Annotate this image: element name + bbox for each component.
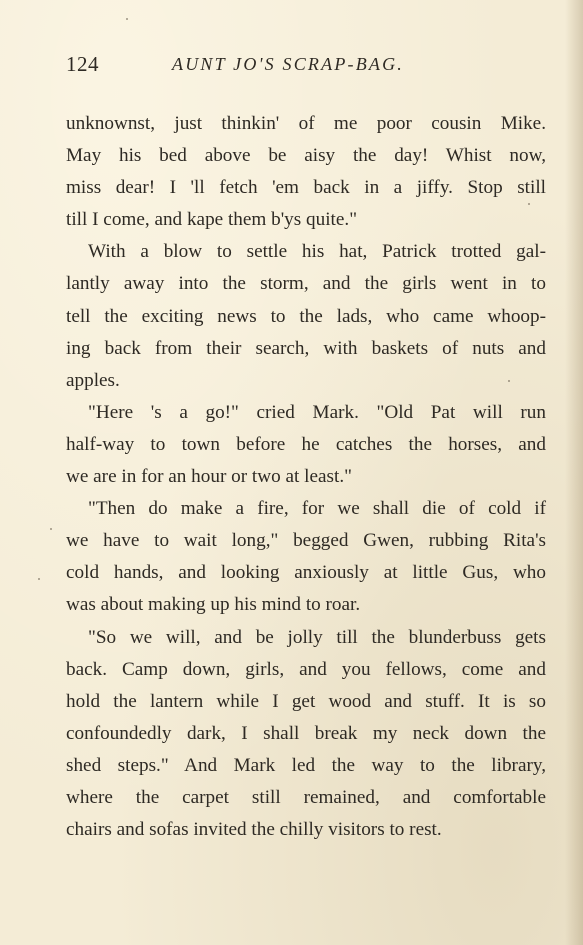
text-line: May his bed above be aisy the day! Whist now, (66, 145, 546, 167)
text-line: "Then do make a fire, for we shall die of cold if (88, 498, 546, 520)
text-line: hold the lantern while I get wood and stuff. It is so (66, 690, 546, 712)
text-line: confoundedly dark, I shall break my neck down the (66, 722, 546, 744)
running-title: AUNT JO'S SCRAP-BAG. (172, 54, 404, 74)
paragraph (66, 108, 546, 236)
paper-speck (508, 380, 510, 382)
text-line: unknownst, just thinkin' of me poor cousin Mike. (66, 113, 546, 134)
paper-speck (126, 18, 128, 20)
paper-speck (528, 203, 530, 205)
text-line: where the carpet still remained, and comfortable (66, 786, 546, 808)
paragraph (66, 493, 546, 621)
text-line: apples. (66, 369, 120, 391)
text-line: ing back from their search, with baskets of nuts and (66, 337, 546, 359)
text-line: "So we will, and be jolly till the blunderbuss gets (88, 626, 546, 648)
text-line: back. Camp down, girls, and you fellows, come and (66, 658, 546, 680)
text-line: was about making up his mind to roar. (66, 594, 361, 616)
page-header (66, 52, 546, 82)
text-line: tell the exciting news to the lads, who came whoop- (66, 305, 546, 327)
paragraph (66, 397, 546, 493)
text-line: we are in for an hour or two at least." (66, 466, 352, 488)
text-line: we have to wait long," begged Gwen, rubbing Rita's (66, 530, 546, 552)
text-line: cold hands, and looking anxiously at little Gus, who (66, 562, 546, 584)
body-text (66, 108, 546, 846)
page-number: 124 (66, 52, 99, 76)
paper-speck (50, 528, 52, 530)
text-line: shed steps." And Mark led the way to the library, (66, 754, 546, 776)
text-line: "Here 's a go!" cried Mark. "Old Pat will run (88, 401, 546, 423)
paper-speck (38, 578, 40, 580)
text-line: till I come, and kape them b'ys quite." (66, 209, 358, 231)
paragraph (66, 622, 546, 847)
text-line: half-way to town before he catches the horses, and (66, 433, 546, 455)
text-line: With a blow to settle his hat, Patrick trotted gal- (88, 241, 546, 263)
paragraph (66, 236, 546, 396)
text-line: miss dear! I 'll fetch 'em back in a jiffy. Stop still (66, 177, 546, 199)
page-edge-shadow (565, 0, 583, 945)
text-line: chairs and sofas invited the chilly visitors to rest. (66, 819, 442, 841)
text-line: lantly away into the storm, and the girls went in to (66, 273, 546, 295)
